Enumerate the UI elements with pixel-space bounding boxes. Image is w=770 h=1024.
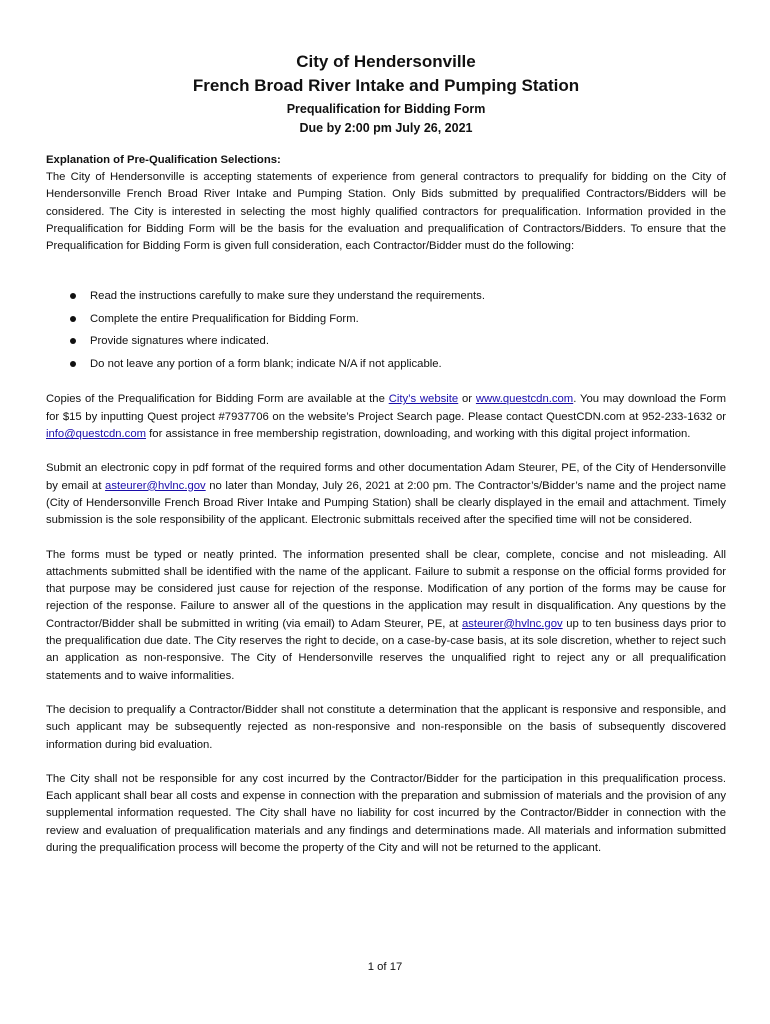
submission-paragraph: Submit an electronic copy in pdf format of the required forms and other documentation Adam Steurer, PE, of the City of Hendersonville by email at asteurer@hvlnc.gov no later than Monday, July 26, 2021 at 2:00 pm. The Contractor’s/Bidder’s name and the project name (City of Hendersonville French Broad River Intake and Pumping Station) shall be clearly displayed in the email and attachment. Timely submission is the sole responsibility of the applicant. Electronic submittals received after the specified time will not be considered. [46,462,726,527]
form-title: Prequalification for Bidding Form [286,102,486,116]
list-item: Provide signatures where indicated. [46,330,726,353]
bullet-icon [70,316,76,322]
requirements-list [46,285,726,375]
decision-paragraph: The decision to prequalify a Contractor/Bidder shall not constitute a determination that the applicant is responsive and responsible, and such applicant may be subsequently rejected as non-responsive and non-responsible on the basis of subsequently discovered information during bid evaluation. [46,703,726,751]
document-title-city: City of Hendersonville [296,52,476,71]
list-item: Do not leave any portion of a form blank; indicate N/A if not applicable. [46,353,726,376]
document-page [46,50,726,874]
bullet-icon [70,338,76,344]
explanation-paragraph: The City of Hendersonville is accepting statements of experience from general contractors to prequalify for bidding on the City of Hendersonville French Broad River Intake and Pumping Station. Only Bids submitted by prequalified Contractors/Bidders will be considered. The City is interested in selecting the most highly qualified contractors for prequalification. Information provided in the Prequalification for Bidding Form will be the basis for the evaluation and prequalification of Contractors/Bidders. To ensure that the Prequalification for Bidding Form is given full consideration, each Contractor/Bidder must do the following: [46,171,726,253]
page-number: 1 of 17 [367,961,403,973]
asteurer-email-link-2[interactable]: asteurer@hvlnc.gov [462,617,563,630]
info-email-link[interactable]: info@questcdn.com [46,428,147,441]
asteurer-email-link[interactable]: asteurer@hvlnc.gov [105,479,206,492]
document-title-project: French Broad River Intake and Pumping Station [192,76,580,95]
bullet-icon [70,293,76,299]
copies-paragraph: Copies of the Prequalification for Bidding Form are available at the City’s website or www.questcdn.com. You may download the Form for $15 by inputting Quest project #7937706 on the website’s Project Search page. Please contact QuestCDN.com at 952-233-1632 or info@questcdn.com for assistance in free membership registration, downloading, and working with this digital project information. [46,393,727,441]
list-item: Complete the entire Prequalification for Bidding Form. [46,308,726,331]
questcdn-link[interactable]: www.questcdn.com [475,393,574,406]
list-item: Read the instructions carefully to make sure they understand the requirements. [46,285,726,308]
city-website-link[interactable]: City’s website [388,393,459,406]
cost-paragraph: The City shall not be responsible for any cost incurred by the Contractor/Bidder for the participation in this prequalification process. Each applicant shall bear all costs and expense in connection with the preparation and submission of materials and the provision of any supplemental information requested. The City shall have no liability for cost incurred by the Contractor/Bidder in connection with the review and evaluation of prequalification materials and any findings and determinations made. All materials and information submitted during the prequalification process will become the property of the City and will not be returned to the applicant. [46,772,726,855]
section-heading-explanation: Explanation of Pre-Qualification Selections: [46,154,281,166]
forms-paragraph: The forms must be typed or neatly printed. The information presented shall be clear, complete, concise and not misleading. All attachments submitted shall be identified with the name of the applicant. Failure to submit a response on the official forms provided for that purpose may be considered just cause for rejection of the response. Modification of any portion of the forms may be cause for rejection of the response. Failure to answer all of the questions in the application may result in disqualification. Any questions by the Contractor/Bidder shall be submitted in writing (via email) to Adam Steurer, PE, at asteurer@hvlnc.gov up to ten business days prior to the prequalification due date. The City reserves the right to decide, on a case-by-case basis, at its sole discretion, whether to reject such an application as non-responsive. The City of Hendersonville reserves the unqualified right to reject any or all prequalification statements and to waive informalities. [46,548,726,682]
due-date: Due by 2:00 pm July 26, 2021 [299,121,473,135]
bullet-icon [70,361,76,367]
